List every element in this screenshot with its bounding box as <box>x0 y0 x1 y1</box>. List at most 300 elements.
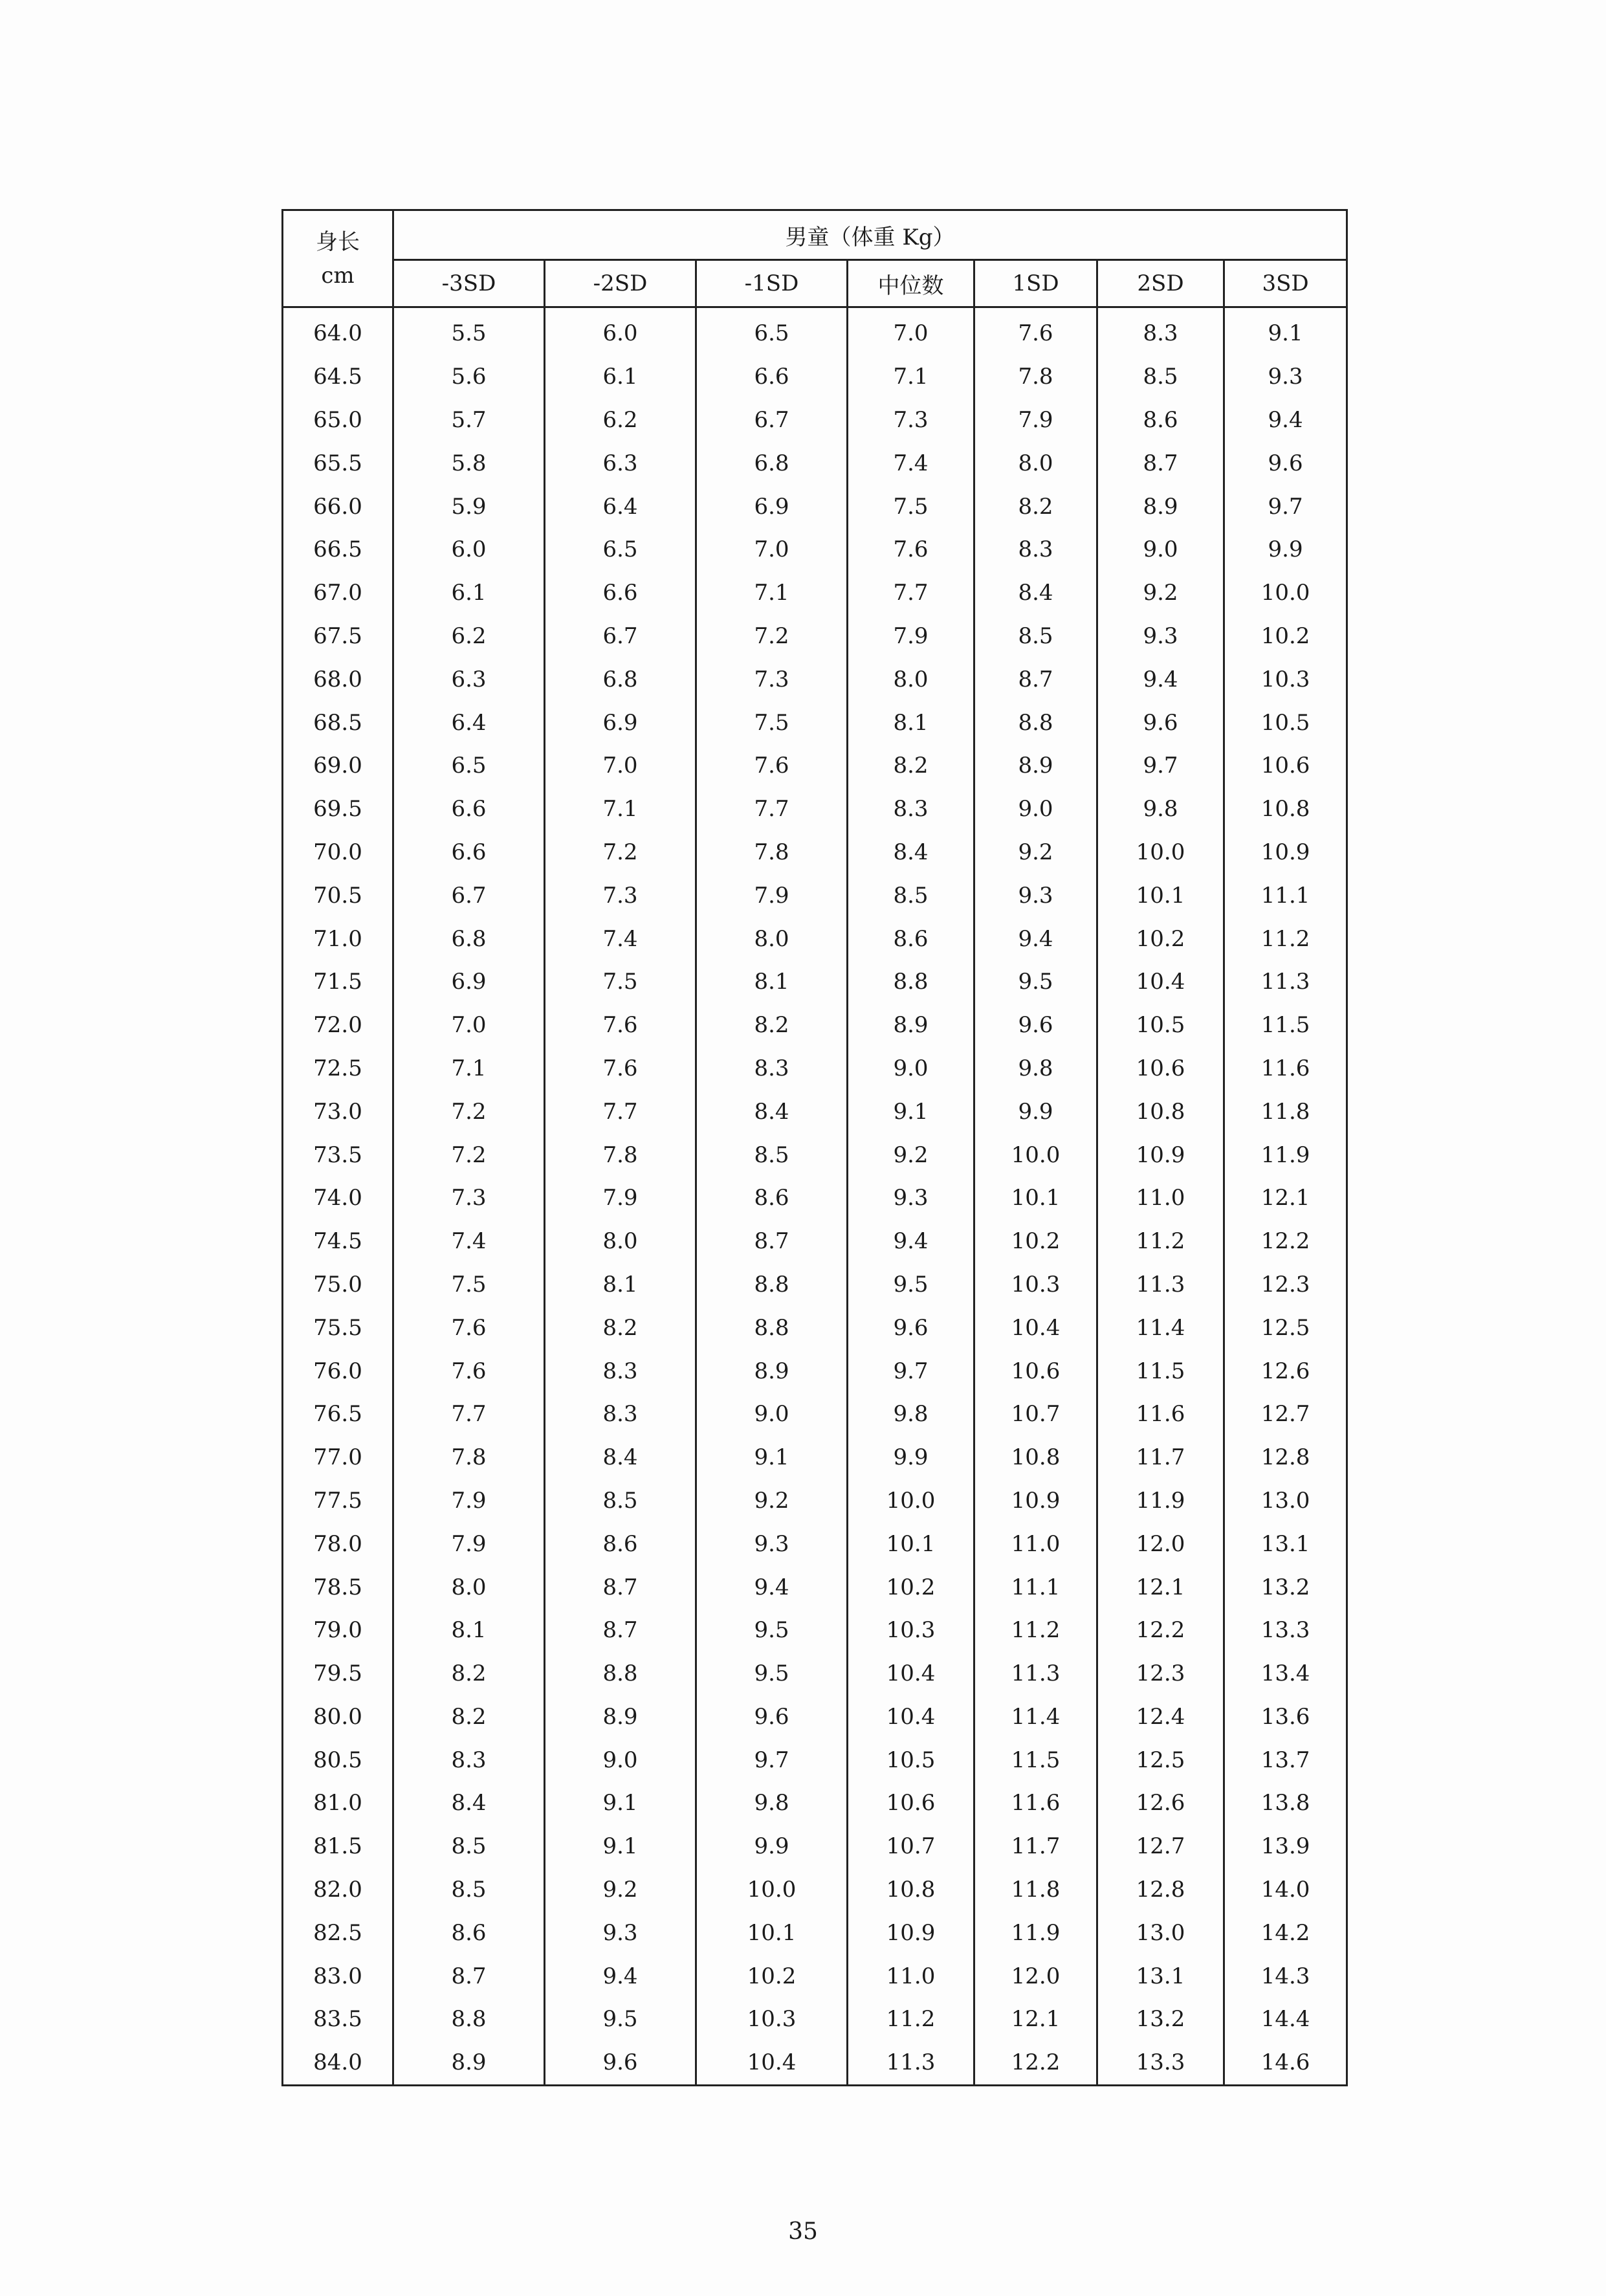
weight-cell: 7.8 <box>696 831 848 874</box>
weight-cell: 8.5 <box>974 615 1097 658</box>
column-header: -3SD <box>393 260 545 307</box>
weight-cell: 7.7 <box>848 571 974 615</box>
weight-cell: 7.6 <box>393 1306 545 1349</box>
weight-cell: 10.1 <box>848 1522 974 1565</box>
weight-cell: 10.9 <box>848 1911 974 1954</box>
weight-cell: 7.6 <box>696 744 848 788</box>
weight-cell: 8.5 <box>393 1868 545 1912</box>
table-row <box>283 744 1347 788</box>
weight-cell: 8.9 <box>974 744 1097 788</box>
weight-cell: 6.0 <box>393 528 545 571</box>
weight-cell: 10.4 <box>848 1695 974 1739</box>
weight-cell: 13.0 <box>1097 1911 1224 1954</box>
weight-cell: 9.6 <box>974 1004 1097 1047</box>
weight-cell: 8.0 <box>974 441 1097 485</box>
weight-cell: 6.7 <box>696 399 848 442</box>
table-row <box>283 831 1347 874</box>
weight-cell: 9.4 <box>974 917 1097 960</box>
weight-cell: 10.8 <box>1097 1090 1224 1133</box>
length-cell: 73.0 <box>283 1090 393 1133</box>
weight-cell: 6.7 <box>393 874 545 917</box>
table-row <box>283 1738 1347 1782</box>
table-row <box>283 1220 1347 1263</box>
weight-cell: 8.6 <box>848 917 974 960</box>
weight-cell: 8.0 <box>848 657 974 701</box>
weight-cell: 9.1 <box>545 1782 696 1825</box>
weight-cell: 10.0 <box>696 1868 848 1912</box>
weight-cell: 9.9 <box>696 1825 848 1868</box>
weight-cell: 10.1 <box>974 1176 1097 1220</box>
length-cell: 74.5 <box>283 1220 393 1263</box>
weight-cell: 7.0 <box>393 1004 545 1047</box>
weight-cell: 9.1 <box>696 1436 848 1479</box>
weight-cell: 6.4 <box>545 485 696 528</box>
length-cell: 70.0 <box>283 831 393 874</box>
weight-cell: 13.6 <box>1224 1695 1347 1739</box>
column-header: 中位数 <box>848 260 974 307</box>
weight-cell: 9.9 <box>974 1090 1097 1133</box>
weight-cell: 12.3 <box>1097 1652 1224 1695</box>
weight-cell: 8.6 <box>545 1522 696 1565</box>
length-cell: 77.5 <box>283 1479 393 1523</box>
weight-cell: 9.0 <box>696 1393 848 1436</box>
weight-cell: 9.6 <box>848 1306 974 1349</box>
length-cell: 83.5 <box>283 1998 393 2041</box>
weight-cell: 8.8 <box>696 1263 848 1307</box>
weight-cell: 7.7 <box>696 788 848 831</box>
weight-cell: 7.0 <box>848 307 974 355</box>
weight-cell: 9.3 <box>974 874 1097 917</box>
weight-cell: 8.1 <box>545 1263 696 1307</box>
weight-cell: 11.2 <box>974 1609 1097 1652</box>
weight-cell: 12.2 <box>1224 1220 1347 1263</box>
length-cell: 69.0 <box>283 744 393 788</box>
table-row <box>283 1176 1347 1220</box>
length-cell: 79.0 <box>283 1609 393 1652</box>
weight-cell: 8.7 <box>1097 441 1224 485</box>
table-row <box>283 1047 1347 1090</box>
weight-cell: 10.6 <box>974 1349 1097 1393</box>
weight-cell: 7.3 <box>848 399 974 442</box>
weight-cell: 9.2 <box>696 1479 848 1523</box>
weight-cell: 8.9 <box>696 1349 848 1393</box>
weight-cell: 13.1 <box>1224 1522 1347 1565</box>
weight-cell: 14.0 <box>1224 1868 1347 1912</box>
weight-cell: 11.5 <box>974 1738 1097 1782</box>
length-cell: 72.5 <box>283 1047 393 1090</box>
height-column-header <box>283 210 393 307</box>
weight-cell: 7.7 <box>545 1090 696 1133</box>
weight-cell: 9.1 <box>1224 307 1347 355</box>
weight-cell: 8.9 <box>1097 485 1224 528</box>
table-row <box>283 485 1347 528</box>
table-row <box>283 1133 1347 1176</box>
weight-cell: 8.2 <box>848 744 974 788</box>
weight-cell: 7.6 <box>545 1047 696 1090</box>
weight-cell: 7.1 <box>393 1047 545 1090</box>
weight-cell: 9.6 <box>1097 701 1224 744</box>
weight-cell: 7.1 <box>848 355 974 399</box>
weight-cell: 9.0 <box>545 1738 696 1782</box>
weight-cell: 8.2 <box>393 1695 545 1739</box>
table-row <box>283 355 1347 399</box>
weight-cell: 8.0 <box>545 1220 696 1263</box>
weight-cell: 11.9 <box>1097 1479 1224 1523</box>
weight-cell: 10.8 <box>848 1868 974 1912</box>
weight-cell: 9.8 <box>848 1393 974 1436</box>
weight-cell: 10.6 <box>848 1782 974 1825</box>
weight-cell: 10.1 <box>1097 874 1224 917</box>
weight-cell: 7.6 <box>545 1004 696 1047</box>
table-row <box>283 1522 1347 1565</box>
length-cell: 83.0 <box>283 1954 393 1998</box>
weight-cell: 8.7 <box>545 1565 696 1609</box>
weight-cell: 11.1 <box>1224 874 1347 917</box>
weight-for-length-table <box>281 209 1348 2086</box>
table-row <box>283 1782 1347 1825</box>
weight-cell: 9.3 <box>545 1911 696 1954</box>
weight-cell: 9.2 <box>848 1133 974 1176</box>
weight-cell: 6.6 <box>393 831 545 874</box>
weight-cell: 10.4 <box>696 2041 848 2085</box>
length-cell: 68.0 <box>283 657 393 701</box>
weight-cell: 12.3 <box>1224 1263 1347 1307</box>
table-row <box>283 441 1347 485</box>
weight-cell: 14.6 <box>1224 2041 1347 2085</box>
length-cell: 78.5 <box>283 1565 393 1609</box>
weight-cell: 11.3 <box>848 2041 974 2085</box>
table-row <box>283 1436 1347 1479</box>
weight-cell: 8.3 <box>696 1047 848 1090</box>
table-row <box>283 1306 1347 1349</box>
table-row <box>283 1349 1347 1393</box>
weight-cell: 9.9 <box>848 1436 974 1479</box>
weight-cell: 7.6 <box>848 528 974 571</box>
weight-cell: 9.3 <box>1224 355 1347 399</box>
weight-cell: 10.9 <box>1224 831 1347 874</box>
weight-cell: 13.3 <box>1224 1609 1347 1652</box>
weight-cell: 12.2 <box>1097 1609 1224 1652</box>
weight-cell: 9.0 <box>1097 528 1224 571</box>
length-cell: 71.0 <box>283 917 393 960</box>
weight-cell: 7.4 <box>848 441 974 485</box>
weight-cell: 6.5 <box>545 528 696 571</box>
weight-cell: 10.2 <box>696 1954 848 1998</box>
weight-cell: 12.5 <box>1224 1306 1347 1349</box>
weight-cell: 9.4 <box>848 1220 974 1263</box>
weight-cell: 11.9 <box>974 1911 1097 1954</box>
weight-cell: 12.4 <box>1097 1695 1224 1739</box>
weight-cell: 10.4 <box>1097 960 1224 1004</box>
weight-cell: 6.1 <box>545 355 696 399</box>
weight-cell: 9.2 <box>545 1868 696 1912</box>
weight-cell: 10.2 <box>974 1220 1097 1263</box>
weight-cell: 10.4 <box>974 1306 1097 1349</box>
weight-cell: 8.2 <box>974 485 1097 528</box>
table-row <box>283 307 1347 355</box>
page-number: 35 <box>788 2218 818 2245</box>
length-cell: 76.5 <box>283 1393 393 1436</box>
weight-cell: 8.2 <box>545 1306 696 1349</box>
weight-cell: 9.5 <box>974 960 1097 1004</box>
length-cell: 71.5 <box>283 960 393 1004</box>
weight-cell: 8.5 <box>545 1479 696 1523</box>
weight-cell: 8.4 <box>545 1436 696 1479</box>
weight-cell: 8.7 <box>545 1609 696 1652</box>
weight-cell: 10.3 <box>1224 657 1347 701</box>
length-cell: 79.5 <box>283 1652 393 1695</box>
weight-cell: 10.4 <box>848 1652 974 1695</box>
weight-cell: 11.2 <box>1097 1220 1224 1263</box>
column-header: 1SD <box>974 260 1097 307</box>
weight-cell: 7.4 <box>393 1220 545 1263</box>
weight-cell: 11.0 <box>1097 1176 1224 1220</box>
weight-cell: 9.1 <box>545 1825 696 1868</box>
weight-cell: 8.6 <box>393 1911 545 1954</box>
weight-cell: 7.8 <box>393 1436 545 1479</box>
weight-cell: 9.8 <box>974 1047 1097 1090</box>
weight-cell: 10.5 <box>1224 701 1347 744</box>
weight-cell: 9.0 <box>974 788 1097 831</box>
weight-cell: 11.3 <box>1097 1263 1224 1307</box>
weight-cell: 8.4 <box>974 571 1097 615</box>
weight-cell: 9.7 <box>848 1349 974 1393</box>
weight-cell: 6.9 <box>393 960 545 1004</box>
group-title: 男童（体重 Kg） <box>393 210 1347 260</box>
weight-cell: 11.5 <box>1224 1004 1347 1047</box>
weight-cell: 7.9 <box>545 1176 696 1220</box>
weight-cell: 12.7 <box>1097 1825 1224 1868</box>
weight-cell: 13.4 <box>1224 1652 1347 1695</box>
weight-cell: 5.9 <box>393 485 545 528</box>
weight-cell: 8.7 <box>974 657 1097 701</box>
weight-cell: 8.8 <box>974 701 1097 744</box>
length-cell: 67.0 <box>283 571 393 615</box>
weight-cell: 7.3 <box>545 874 696 917</box>
weight-cell: 12.8 <box>1097 1868 1224 1912</box>
weight-cell: 11.4 <box>974 1695 1097 1739</box>
table-row <box>283 788 1347 831</box>
weight-cell: 8.3 <box>393 1738 545 1782</box>
weight-cell: 7.5 <box>545 960 696 1004</box>
weight-cell: 11.6 <box>1224 1047 1347 1090</box>
table-row <box>283 1090 1347 1133</box>
weight-cell: 13.3 <box>1097 2041 1224 2085</box>
weight-cell: 11.4 <box>1097 1306 1224 1349</box>
weight-cell: 14.3 <box>1224 1954 1347 1998</box>
weight-cell: 8.4 <box>696 1090 848 1133</box>
weight-cell: 9.4 <box>1097 657 1224 701</box>
weight-cell: 10.3 <box>848 1609 974 1652</box>
table-row <box>283 1911 1347 1954</box>
weight-cell: 8.9 <box>545 1695 696 1739</box>
table-row <box>283 1868 1347 1912</box>
length-cell: 80.5 <box>283 1738 393 1782</box>
weight-cell: 10.0 <box>848 1479 974 1523</box>
weight-cell: 11.9 <box>1224 1133 1347 1176</box>
weight-cell: 11.8 <box>1224 1090 1347 1133</box>
length-cell: 65.5 <box>283 441 393 485</box>
weight-cell: 8.1 <box>848 701 974 744</box>
weight-cell: 8.0 <box>696 917 848 960</box>
weight-cell: 8.8 <box>696 1306 848 1349</box>
table-row <box>283 615 1347 658</box>
table-row <box>283 571 1347 615</box>
weight-cell: 10.5 <box>1097 1004 1224 1047</box>
weight-cell: 12.8 <box>1224 1436 1347 1479</box>
weight-cell: 12.6 <box>1224 1349 1347 1393</box>
weight-cell: 10.3 <box>974 1263 1097 1307</box>
weight-cell: 9.6 <box>1224 441 1347 485</box>
weight-cell: 10.2 <box>1097 917 1224 960</box>
weight-cell: 10.7 <box>974 1393 1097 1436</box>
weight-cell: 7.9 <box>974 399 1097 442</box>
height-label: 身长 <box>316 228 360 255</box>
weight-cell: 9.4 <box>545 1954 696 1998</box>
table-row <box>283 528 1347 571</box>
weight-cell: 5.8 <box>393 441 545 485</box>
weight-cell: 8.3 <box>545 1393 696 1436</box>
weight-cell: 6.7 <box>545 615 696 658</box>
table-row <box>283 1565 1347 1609</box>
weight-cell: 9.8 <box>1097 788 1224 831</box>
weight-cell: 9.3 <box>696 1522 848 1565</box>
table-row <box>283 1479 1347 1523</box>
length-cell: 66.5 <box>283 528 393 571</box>
weight-cell: 7.9 <box>393 1479 545 1523</box>
weight-cell: 7.9 <box>848 615 974 658</box>
weight-cell: 8.5 <box>393 1825 545 1868</box>
weight-cell: 8.2 <box>696 1004 848 1047</box>
weight-cell: 7.9 <box>393 1522 545 1565</box>
weight-cell: 9.2 <box>974 831 1097 874</box>
weight-cell: 11.7 <box>1097 1436 1224 1479</box>
weight-cell: 5.6 <box>393 355 545 399</box>
length-cell: 74.0 <box>283 1176 393 1220</box>
table-row <box>283 1954 1347 1998</box>
weight-cell: 7.8 <box>974 355 1097 399</box>
weight-cell: 7.2 <box>545 831 696 874</box>
weight-cell: 9.6 <box>696 1695 848 1739</box>
weight-cell: 9.4 <box>1224 399 1347 442</box>
weight-cell: 9.3 <box>848 1176 974 1220</box>
length-cell: 64.0 <box>283 307 393 355</box>
weight-cell: 7.4 <box>545 917 696 960</box>
weight-cell: 13.2 <box>1097 1998 1224 2041</box>
weight-cell: 11.3 <box>1224 960 1347 1004</box>
column-header: -1SD <box>696 260 848 307</box>
table-row <box>283 1609 1347 1652</box>
weight-cell: 10.6 <box>1097 1047 1224 1090</box>
weight-cell: 7.6 <box>974 307 1097 355</box>
weight-cell: 8.8 <box>393 1998 545 2041</box>
weight-cell: 6.3 <box>393 657 545 701</box>
weight-cell: 6.3 <box>545 441 696 485</box>
length-cell: 69.5 <box>283 788 393 831</box>
table-row <box>283 917 1347 960</box>
weight-cell: 8.9 <box>848 1004 974 1047</box>
weight-cell: 13.2 <box>1224 1565 1347 1609</box>
weight-cell: 9.0 <box>848 1047 974 1090</box>
weight-cell: 6.9 <box>545 701 696 744</box>
table-row <box>283 1825 1347 1868</box>
weight-cell: 11.2 <box>848 1998 974 2041</box>
length-cell: 72.0 <box>283 1004 393 1047</box>
length-cell: 66.0 <box>283 485 393 528</box>
column-header: -2SD <box>545 260 696 307</box>
weight-cell: 8.7 <box>393 1954 545 1998</box>
weight-cell: 10.2 <box>848 1565 974 1609</box>
weight-cell: 6.5 <box>696 307 848 355</box>
length-cell: 84.0 <box>283 2041 393 2085</box>
table-row <box>283 1695 1347 1739</box>
length-cell: 78.0 <box>283 1522 393 1565</box>
weight-cell: 11.6 <box>1097 1393 1224 1436</box>
weight-cell: 8.0 <box>393 1565 545 1609</box>
weight-cell: 11.8 <box>974 1868 1097 1912</box>
weight-cell: 11.3 <box>974 1652 1097 1695</box>
weight-cell: 10.9 <box>974 1479 1097 1523</box>
weight-cell: 9.7 <box>1097 744 1224 788</box>
weight-cell: 9.7 <box>696 1738 848 1782</box>
weight-cell: 12.2 <box>974 2041 1097 2085</box>
weight-cell: 6.2 <box>393 615 545 658</box>
weight-cell: 6.2 <box>545 399 696 442</box>
length-cell: 67.5 <box>283 615 393 658</box>
table-row <box>283 1004 1347 1047</box>
weight-cell: 7.3 <box>393 1176 545 1220</box>
length-cell: 81.5 <box>283 1825 393 1868</box>
weight-cell: 6.6 <box>545 571 696 615</box>
weight-cell: 9.2 <box>1097 571 1224 615</box>
weight-cell: 11.5 <box>1097 1349 1224 1393</box>
table-row <box>283 657 1347 701</box>
length-cell: 64.5 <box>283 355 393 399</box>
weight-cell: 6.8 <box>696 441 848 485</box>
weight-cell: 6.0 <box>545 307 696 355</box>
weight-cell: 12.0 <box>1097 1522 1224 1565</box>
weight-cell: 9.5 <box>848 1263 974 1307</box>
weight-cell: 9.7 <box>1224 485 1347 528</box>
length-cell: 68.5 <box>283 701 393 744</box>
weight-cell: 8.2 <box>393 1652 545 1695</box>
weight-cell: 8.8 <box>545 1652 696 1695</box>
weight-cell: 7.0 <box>696 528 848 571</box>
length-cell: 73.5 <box>283 1133 393 1176</box>
weight-cell: 11.2 <box>1224 917 1347 960</box>
length-cell: 76.0 <box>283 1349 393 1393</box>
weight-cell: 8.6 <box>696 1176 848 1220</box>
weight-cell: 8.5 <box>848 874 974 917</box>
length-cell: 80.0 <box>283 1695 393 1739</box>
weight-cell: 13.9 <box>1224 1825 1347 1868</box>
weight-cell: 6.6 <box>696 355 848 399</box>
table-row <box>283 1263 1347 1307</box>
length-cell: 75.0 <box>283 1263 393 1307</box>
weight-cell: 11.0 <box>974 1522 1097 1565</box>
column-header: 3SD <box>1224 260 1347 307</box>
weight-cell: 9.5 <box>696 1652 848 1695</box>
weight-cell: 7.9 <box>696 874 848 917</box>
weight-cell: 10.2 <box>1224 615 1347 658</box>
weight-cell: 9.5 <box>545 1998 696 2041</box>
weight-cell: 12.1 <box>1224 1176 1347 1220</box>
weight-cell: 13.7 <box>1224 1738 1347 1782</box>
weight-cell: 11.7 <box>974 1825 1097 1868</box>
weight-cell: 9.3 <box>1097 615 1224 658</box>
weight-cell: 7.6 <box>393 1349 545 1393</box>
length-cell: 75.5 <box>283 1306 393 1349</box>
